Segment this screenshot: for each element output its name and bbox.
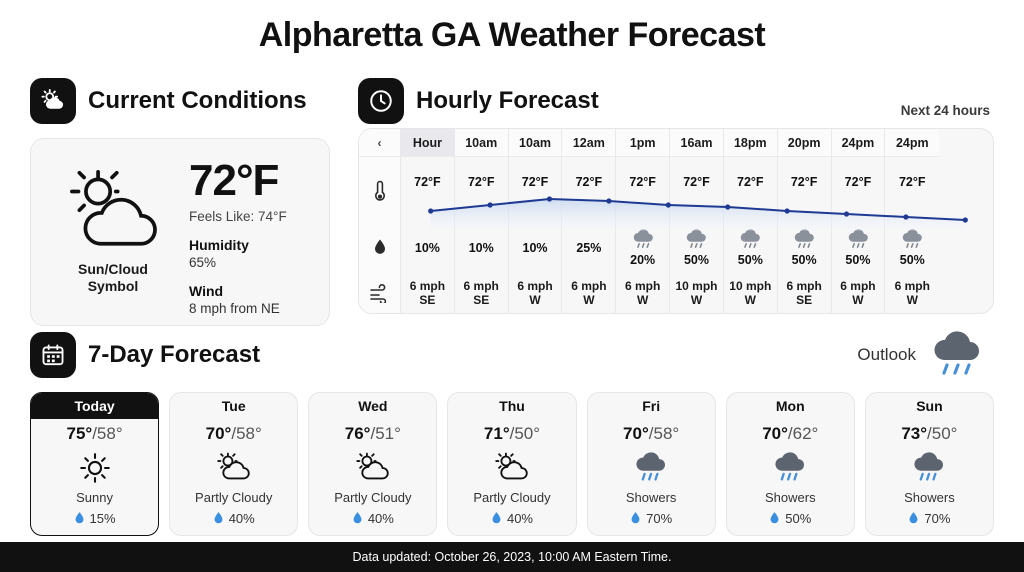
hourly-wind [670,271,723,314]
current-temperature: 72°F [189,156,279,205]
calendar-icon [30,332,76,378]
day-condition-label: Showers [764,490,816,505]
hourly-forecast-section [358,78,994,314]
hourly-wind [401,271,454,314]
hourly-precip-percent: 50% [683,253,709,267]
hourly-wind-direction: SE [473,293,490,307]
hourly-precip-percent: 50% [845,253,871,267]
hourly-wind-speed: 6 mph [409,278,446,293]
current-symbol-label-line2: Symbol [87,278,139,294]
current-conditions-header [30,78,330,124]
hourly-precip-percent: 50% [899,253,925,267]
hourly-wind-direction: W [744,293,756,307]
day-precip-percent: 50% [785,511,812,526]
rain-cloud-icon [770,450,810,486]
current-symbol-label [78,261,148,296]
hourly-wind [562,271,615,314]
day-precipitation [630,511,672,526]
current-symbol-block [47,153,179,311]
status-bar-text: Data updated: October 26, 2023, 10:00 AM Eastern Time. [352,550,672,564]
day-precip-percent: 70% [924,511,951,526]
hourly-wind-speed: 10 mph [729,278,772,293]
raindrop-icon [359,225,400,271]
hourly-wind-speed: 6 mph [517,278,553,293]
raindrop-icon [352,511,363,526]
hourly-temperature: 72°F [683,175,710,189]
day-precip-percent: 15% [89,511,116,526]
status-bar [0,542,1024,572]
day-forecast-card[interactable] [308,392,437,536]
day-precipitation [74,511,116,526]
hourly-row-icons-column [359,129,401,314]
day-temperatures [623,424,679,444]
day-precipitation [213,511,255,526]
hourly-column-header: 18pm [724,129,777,157]
hourly-wind-speed: 6 mph [463,278,499,293]
current-feels-like: Feels Like: 74°F [189,209,287,224]
hourly-temperature: 72°F [575,175,603,189]
day-low: /58° [231,424,262,443]
day-precipitation [908,511,950,526]
hourly-wind-speed: 6 mph [571,278,607,293]
hourly-precipitation [885,225,939,271]
day-forecast-card[interactable] [169,392,298,536]
hourly-precip-percent: 50% [737,253,763,267]
hourly-wind [455,271,508,314]
hourly-precipitation [616,225,669,271]
hourly-wind-direction: W [906,293,918,307]
hourly-wind-direction: W [529,293,541,307]
hourly-precipitation [455,225,508,271]
day-condition-label: Partly Cloudy [334,490,412,505]
hourly-temperature: 72°F [521,175,549,189]
sun-cloud-icon [492,451,532,485]
day-low: /62° [787,424,819,443]
outlook-label: Outlook [857,345,916,364]
hourly-wind-direction: W [690,293,703,307]
humidity-label: Humidity [189,237,249,253]
day-forecast-card[interactable] [30,392,159,536]
wind-value: 8 mph from NE [189,301,280,316]
day-low: /58° [648,424,680,443]
hourly-column[interactable] [670,129,724,314]
current-readings [189,153,313,316]
day-condition-icon [353,448,393,488]
day-low: /58° [92,424,123,443]
hourly-precipitation [832,225,885,271]
sun-cloud-icon [30,78,76,124]
sun-cloud-icon [214,451,254,485]
day-condition-icon [909,448,949,488]
day-high: 70° [623,424,649,443]
hourly-precipitation [670,225,723,271]
wind-icon [359,271,400,314]
hourly-temperature: 72°F [414,175,441,189]
hourly-column[interactable] [778,129,832,314]
hourly-wind-speed: 10 mph [675,278,718,293]
day-low: /51° [370,424,401,443]
hourly-precip-percent: 50% [791,253,817,267]
hourly-column[interactable] [509,129,563,314]
hourly-precip-percent: 25% [576,241,602,255]
hourly-precip-percent: 20% [630,253,656,267]
hourly-range-label: Next 24 hours [900,102,990,118]
hourly-wind [885,271,939,314]
day-temperatures [206,424,262,444]
hourly-wind-speed: 6 mph [894,278,930,293]
day-precip-percent: 70% [646,511,673,526]
hourly-precipitation [509,225,562,271]
current-symbol-label-line1: Sun/Cloud [78,260,148,277]
day-temperatures [484,424,540,444]
day-precipitation [352,511,394,526]
day-name: Fri [642,398,661,414]
hourly-temperature: 72°F [790,175,818,189]
hourly-wind [509,271,562,314]
raindrop-icon [74,511,85,526]
day-high: 70° [762,424,788,443]
hourly-temperature: 72°F [898,175,926,189]
hourly-wind-direction: W [852,293,864,307]
day-name: Mon [775,398,805,414]
rain-cloud-icon [909,450,949,486]
current-conditions-section [30,78,330,326]
day-condition-label: Showers [625,490,677,505]
rain-cloud-icon [737,229,763,251]
raindrop-icon [630,511,641,526]
hourly-forecast-card [358,128,994,314]
current-conditions-card [30,138,330,326]
day-temperatures [762,424,818,444]
hourly-column-header: 10am [509,129,562,157]
rain-cloud-icon [631,450,671,486]
day-condition-label: Showers [904,490,955,505]
day-low: /50° [927,424,958,443]
raindrop-icon [908,511,919,526]
hourly-column[interactable] [401,129,455,314]
seven-day-grid [30,392,994,536]
day-high: 76° [344,424,371,443]
hourly-column[interactable] [832,129,886,314]
day-temperatures [66,424,122,444]
day-high: 73° [901,424,928,443]
hourly-wind-speed: 6 mph [625,278,661,293]
day-precip-percent: 40% [506,511,533,526]
hourly-column[interactable] [616,129,670,314]
day-name: Today [31,393,158,419]
sun-icon [78,451,112,485]
raindrop-icon [213,511,224,526]
hourly-forecast-title: Hourly Forecast [416,87,599,114]
hourly-wind-direction: SE [796,293,813,307]
day-forecast-card[interactable] [726,392,855,536]
day-name: Wed [358,398,388,414]
rain-cloud-icon [845,229,871,251]
hourly-temperature: 72°F [844,175,872,189]
day-high: 75° [66,424,93,443]
day-name: Tue [221,398,246,414]
hourly-wind-direction: W [637,293,649,307]
hourly-wind [778,271,831,314]
current-conditions-title: Current Conditions [88,87,307,114]
rain-cloud-icon [683,229,709,251]
wind-label: Wind [189,283,224,299]
day-condition-icon [492,448,532,488]
day-condition-icon [78,448,112,488]
hourly-column-header: 24pm [885,129,939,157]
day-forecast-card[interactable] [447,392,576,536]
humidity-value: 65% [189,255,217,270]
day-temperatures [345,424,401,444]
hourly-column-header: 12am [562,129,615,157]
hourly-wind [832,271,885,314]
hourly-column[interactable] [724,129,778,314]
rain-cloud-icon [630,229,656,251]
seven-day-forecast-header [30,332,260,378]
hourly-wind [616,271,669,314]
raindrop-icon [769,511,780,526]
hourly-column[interactable] [455,129,509,314]
rain-cloud-icon [791,229,817,251]
rain-cloud-icon [899,229,925,251]
hourly-column[interactable] [885,129,939,314]
raindrop-icon [491,511,502,526]
day-precip-percent: 40% [367,511,394,526]
day-precipitation [491,511,533,526]
day-forecast-card[interactable] [865,392,994,536]
day-name: Thu [499,398,525,414]
hourly-wind-speed: 6 mph [786,278,822,293]
day-temperatures [901,424,957,444]
seven-day-forecast-title: 7-Day Forecast [88,341,261,368]
day-precipitation [769,511,811,526]
hourly-column-header: 20pm [778,129,831,157]
day-forecast-card[interactable] [587,392,716,536]
hourly-column-header: 10am [455,129,508,157]
hourly-column-header: Hour [401,129,454,157]
hourly-wind-direction: W [583,293,595,307]
day-condition-icon [214,448,254,488]
hourly-precip-percent: 10% [414,241,440,255]
hourly-temperature: 72°F [467,175,495,189]
day-high: 71° [483,424,510,443]
day-condition-label: Sunny [76,490,113,505]
hourly-precipitation [724,225,777,271]
sun-cloud-large-icon [57,169,169,255]
hourly-temperature: 72°F [737,175,764,189]
seven-day-forecast-section [30,330,994,536]
day-precip-percent: 40% [228,511,255,526]
hourly-temperature: 72°F [629,175,656,189]
day-low: /50° [509,424,541,443]
hourly-wind [724,271,777,314]
hourly-forecast-header [358,78,599,124]
clock-icon [358,78,404,124]
outlook-block [857,330,994,380]
thermometer-icon [359,157,400,225]
day-condition-label: Partly Cloudy [195,490,273,505]
hourly-precip-percent: 10% [522,241,548,255]
hourly-wind-direction: SE [419,293,436,307]
day-condition-label: Partly Cloudy [473,490,551,505]
hourly-column-header: 16am [670,129,723,157]
hourly-precipitation [778,225,831,271]
hourly-column[interactable] [562,129,616,314]
day-high: 70° [205,424,232,443]
hourly-wind-speed: 6 mph [840,278,876,293]
hourly-column-header: 1pm [616,129,669,157]
hourly-column-header: 24pm [832,129,885,157]
hourly-precip-percent: 10% [468,241,494,255]
day-name: Sun [916,398,943,414]
hourly-precipitation [401,225,454,271]
page-title: Alpharetta GA Weather Forecast [258,16,766,54]
sun-cloud-icon [353,451,393,485]
hourly-prev-button[interactable]: ‹ [359,129,400,157]
hourly-precipitation [562,225,615,271]
day-condition-icon [631,448,671,488]
rain-cloud-icon [926,330,988,380]
day-condition-icon [770,448,810,488]
